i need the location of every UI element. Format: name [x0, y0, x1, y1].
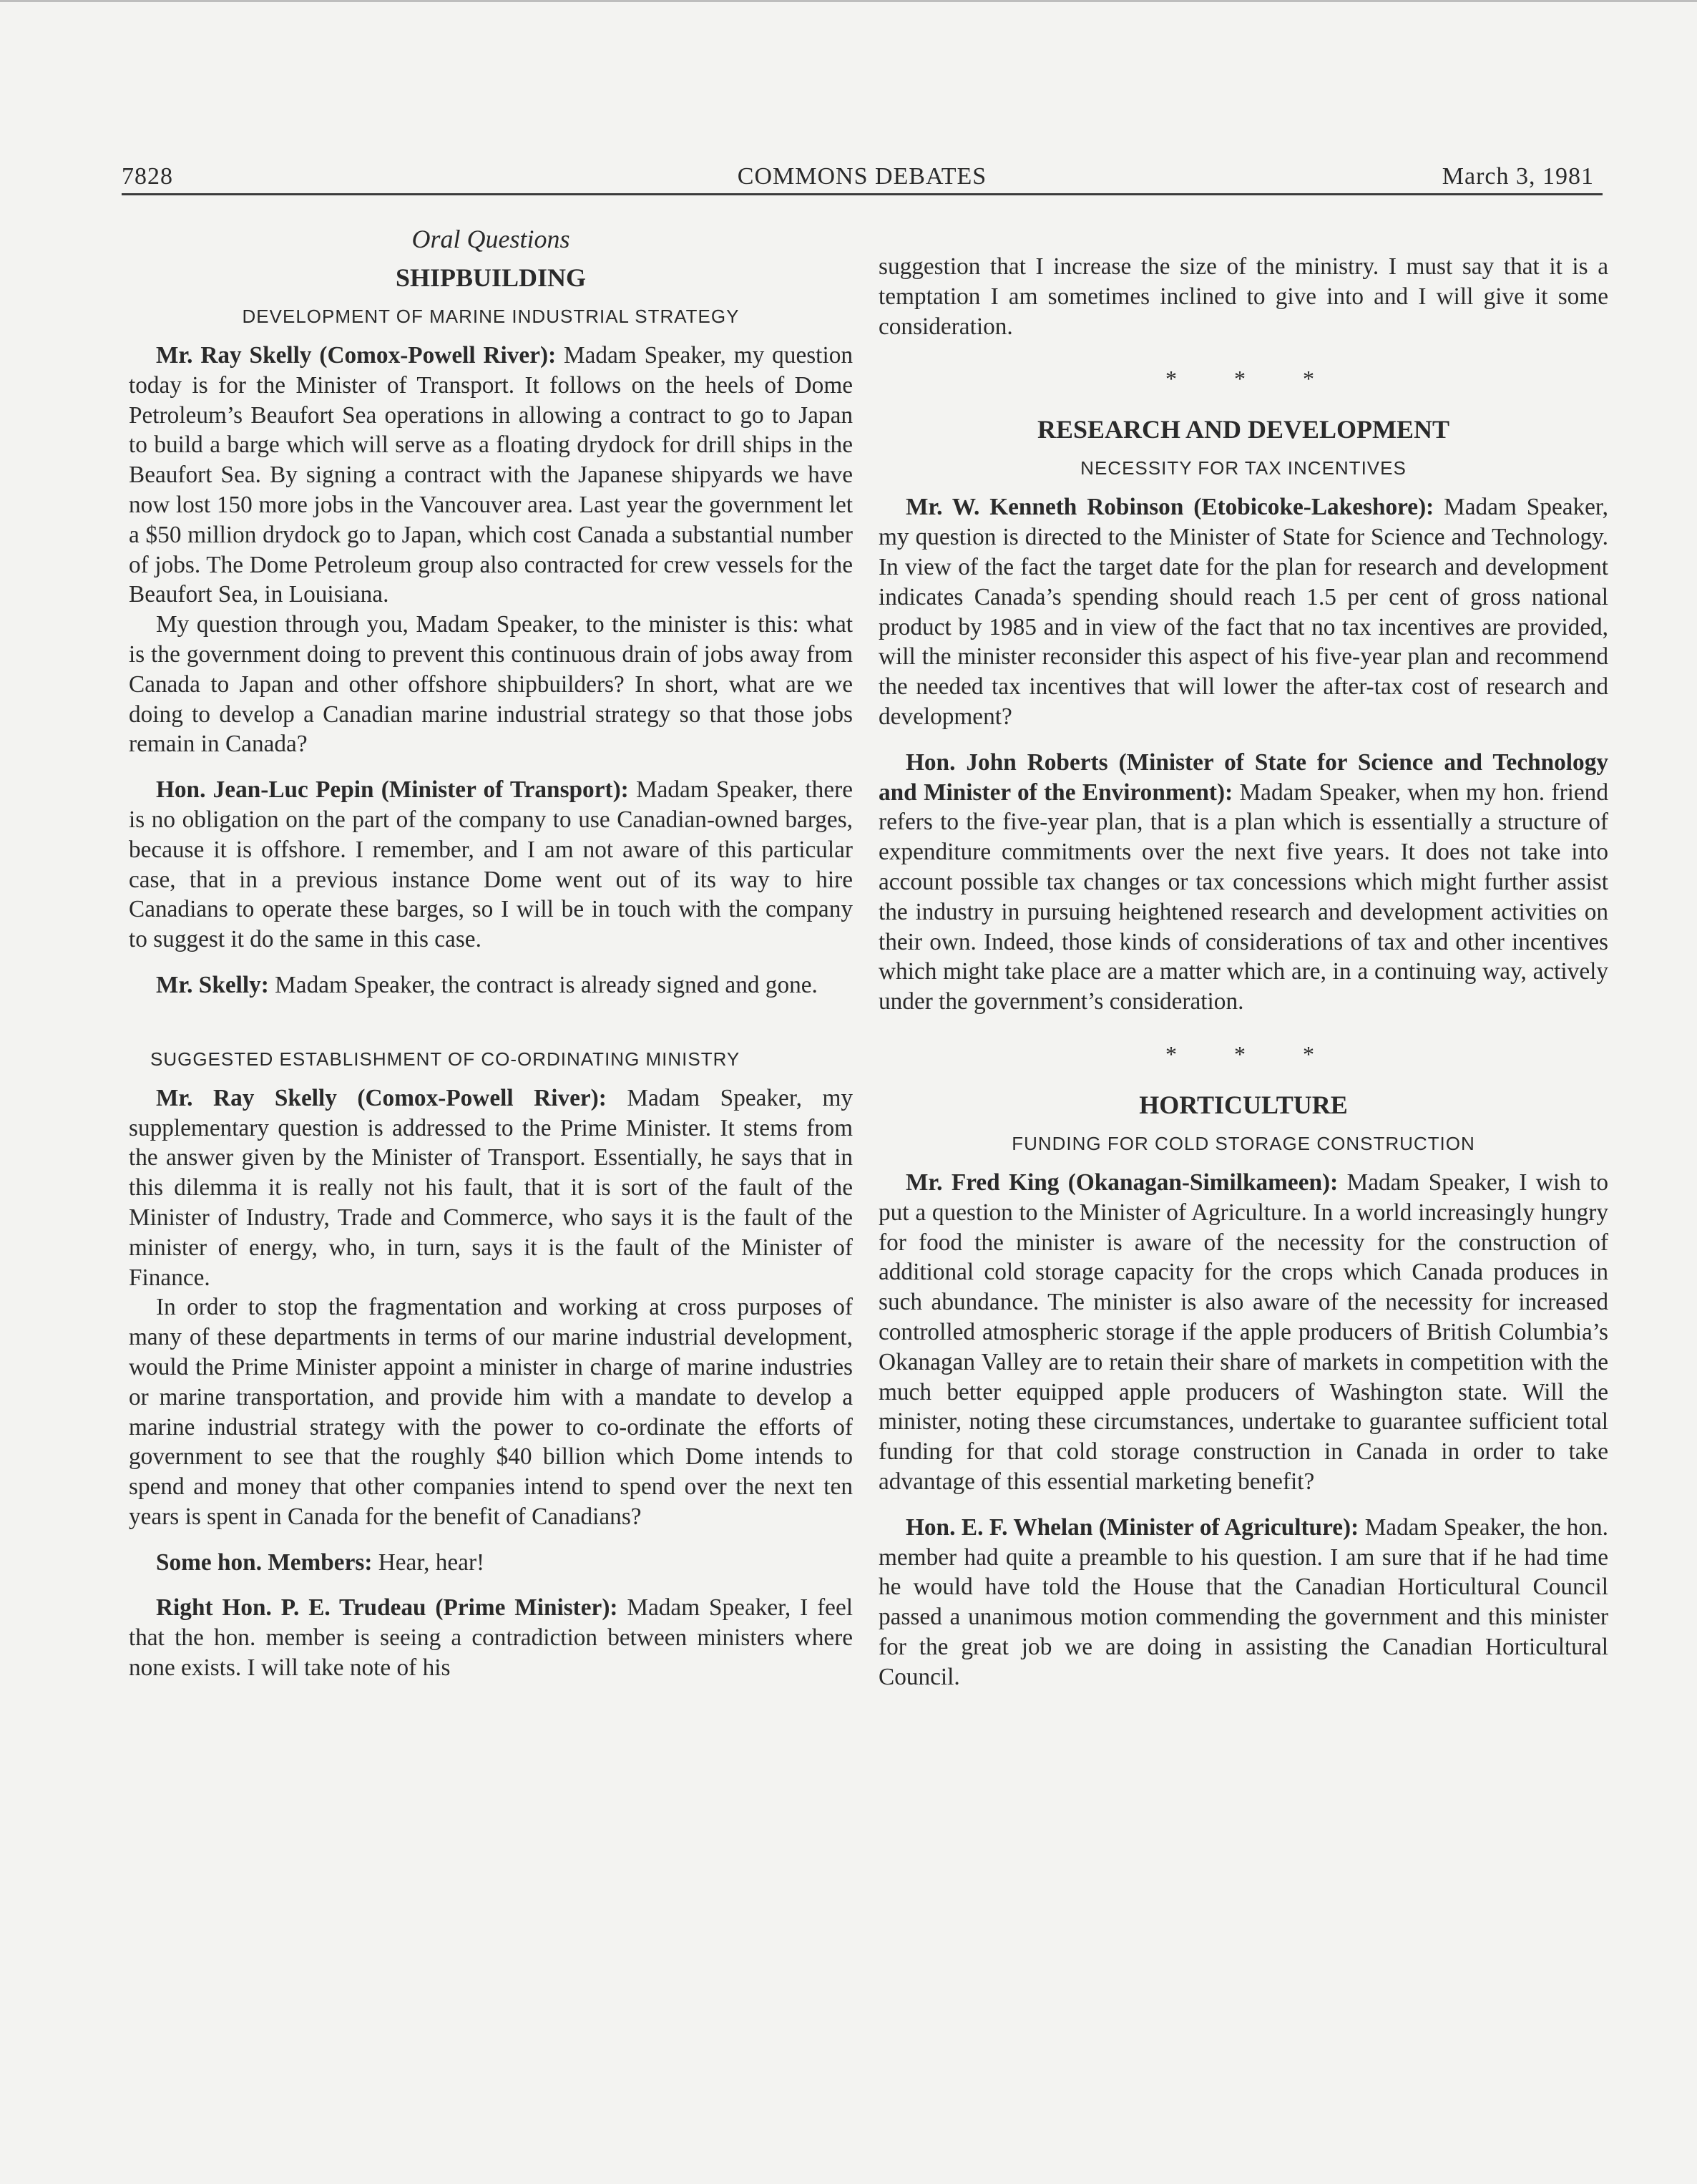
scan-edge [0, 0, 1697, 2]
subheading-marine-strategy: DEVELOPMENT OF MARINE INDUSTRIAL STRATEGY [242, 306, 740, 327]
speech-text: Madam Speaker, I feel that the hon. member is seeing a contradiction between ministers where none exists. I will take note of his [129, 1594, 853, 1682]
heading-horticulture: HORTICULTURE [1139, 1090, 1348, 1119]
paragraph [879, 1168, 1608, 1497]
section-label: Oral Questions [411, 225, 570, 253]
subheading-tax-incentives: NECESSITY FOR TAX INCENTIVES [1080, 457, 1407, 479]
paragraph [879, 1513, 1608, 1692]
right-column [879, 209, 1608, 1692]
speech-text: Madam Speaker, when my hon. friend refers to the five-year plan, that is a plan which is essentially a structure of expenditure commitments over the next five years. It does not take into account possible tax changes or tax concessions which might further assist the industry in pursuing heightened research and development activities on their own. Indeed, those kinds of considerations of tax and other incentives which might take place are a matter which are, in a continuing way, actively under the government’s consideration. [879, 779, 1608, 1015]
paragraph [879, 492, 1608, 731]
speech-text: In order to stop the fragmentation and working at cross purposes of many of these departments in terms of our marine industrial development, would the Prime Minister appoint a minister in charge of marine industries or marine transportation, and provide him with a mandate to develop a marine industrial strategy with the power to co-ordinate the efforts of government to see that the roughly $40 billion which Dome intends to spend and money that other companies intend to spend over the next ten years is spent in Canada for the benefit of Canadians? [129, 1294, 853, 1530]
subheading-cold-storage: FUNDING FOR COLD STORAGE CONSTRUCTION [1012, 1132, 1475, 1154]
speaker-name: Hon. Jean-Luc Pepin (Minister of Transport): [156, 776, 629, 804]
speaker-name: Mr. Ray Skelly (Comox-Powell River): [156, 342, 557, 369]
speech-text: Madam Speaker, my question is directed to the Minister of State for Science and Technology. In view of the fact the target date for the plan for research and development indicates Canada’s spending should reach 1.5 per cent of gross national product by 1985 and in view of the fact that no tax incentives are provided, will the minister reconsider this aspect of his five-year plan and recommend the needed tax incentives that will lower the after-tax cost of research and development? [879, 494, 1609, 730]
paragraph [129, 1548, 853, 1578]
heading-research: RESEARCH AND DEVELOPMENT [1037, 415, 1450, 444]
publication-title: COMMONS DEBATES [737, 163, 987, 190]
speech-text: Madam Speaker, I wish to put a question to the Minister of Agriculture. In a world increasingly hungry for food the minister is aware of the necessity for the construction of additional cold storage capacity for the crops which Canada produces in such abundance. The minister is also aware of the necessity for increased controlled atmospheric storage if the apple producers of British Columbia’s Okanagan Valley are to retain their share of markets in competition with the much better equipped apple producers of Washington state. Will the minister, noting these circumstances, undertake to guarantee sufficient total funding for that cold storage construction in Canada in order to take advantage of this essential marketing benefit? [879, 1169, 1608, 1495]
paragraph [129, 1593, 853, 1682]
paragraph [129, 341, 853, 610]
issue-date: March 3, 1981 [1442, 163, 1594, 190]
speech-text: Madam Speaker, my question today is for the Minister of Transport. It follows on the heels of Dome Petroleum’s Beaufort Sea operations in allowing a contract to go to Japan to build a barge which will serve as a floating drydock for drill ships in the Beaufort Sea. By signing a contract with the Japanese shipyards we have now lost 150 more jobs in the Vancouver area. Last year the government let a $50 million drydock go to Japan, which cost Canada a substantial number of jobs. The Dome Petroleum group also contracted for crew vessels for the Beaufort Sea, in Louisiana. [129, 342, 853, 608]
speaker-name: Hon. John Roberts (Minister of State for Science and Technology and Minister of the Environment): [879, 749, 1608, 806]
paragraph [129, 775, 853, 955]
speaker-name: Right Hon. P. E. Trudeau (Prime Minister): [156, 1594, 618, 1622]
paragraph [879, 748, 1608, 1017]
speech-text: Madam Speaker, the hon. member had quite a preamble to his question. I am sure that if he had time he would have told the House that the Canadian Horticultural Council passed a unanimous motion commending the government and this minister for the great job we are doing in assisting the Canadian Horticultural Council. [879, 1513, 1608, 1690]
paragraph [129, 1083, 853, 1293]
subheading-coordinating-ministry: SUGGESTED ESTABLISHMENT OF CO-ORDINATING MINISTRY [150, 1048, 740, 1070]
paragraph [129, 970, 853, 1000]
paragraph [129, 610, 853, 759]
header-rule [122, 193, 1603, 195]
speaker-name: Some hon. Members: [156, 1549, 373, 1576]
speech-text: Madam Speaker, the contract is already signed and gone. [268, 971, 818, 998]
speaker-name: Mr. Fred King (Okanagan-Similkameen): [906, 1169, 1339, 1196]
speaker-name: Hon. E. F. Whelan (Minister of Agriculture): [906, 1513, 1359, 1541]
paragraph [129, 1292, 853, 1531]
section-separator: * * * [1165, 1040, 1340, 1067]
page-number: 7828 [122, 163, 173, 190]
left-column [129, 209, 853, 1683]
speech-text: Madam Speaker, my supplementary question is addressed to the Prime Minister. It stems from the answer given by the Minister of Transport. Essentially, he says that in this dilemma it is really not his fault, that it is sort of the fault of the Minister of Industry, Trade and Commerce, who says it is the fault of the minister of energy, who, in turn, says it is the fault of the Minister of Finance. [129, 1084, 854, 1291]
speaker-name: Mr. Ray Skelly (Comox-Powell River): [156, 1084, 607, 1111]
speaker-name: Mr. Skelly: [156, 971, 269, 998]
paragraph-continued [879, 252, 1608, 341]
speech-text: suggestion that I increase the size of the ministry. I must say that it is a temptation I am sometimes inclined to give into and I will give it some consideration. [879, 253, 1608, 340]
speech-text: Hear, hear! [372, 1549, 485, 1576]
heading-shipbuilding: SHIPBUILDING [395, 263, 587, 292]
speech-text: My question through you, Madam Speaker, to the minister is this: what is the government doing to prevent this continuous drain of jobs away from Canada to Japan and other offshore shipbuilders? In short, what are we doing to develop a Canadian marine industrial strategy so that those jobs remain in Canada? [129, 611, 853, 758]
section-separator: * * * [1165, 366, 1340, 392]
speaker-name: Mr. W. Kenneth Robinson (Etobicoke-Lakeshore): [906, 494, 1434, 521]
speech-text: Madam Speaker, there is no obligation on the part of the company to use Canadian-owned barges, because it is offshore. I remember, and I am not aware of this particular case, that in a previous instance Dome went out of its way to hire Canadians to operate these barges, so I will be in touch with the company to suggest it do the same in this case. [129, 776, 853, 953]
